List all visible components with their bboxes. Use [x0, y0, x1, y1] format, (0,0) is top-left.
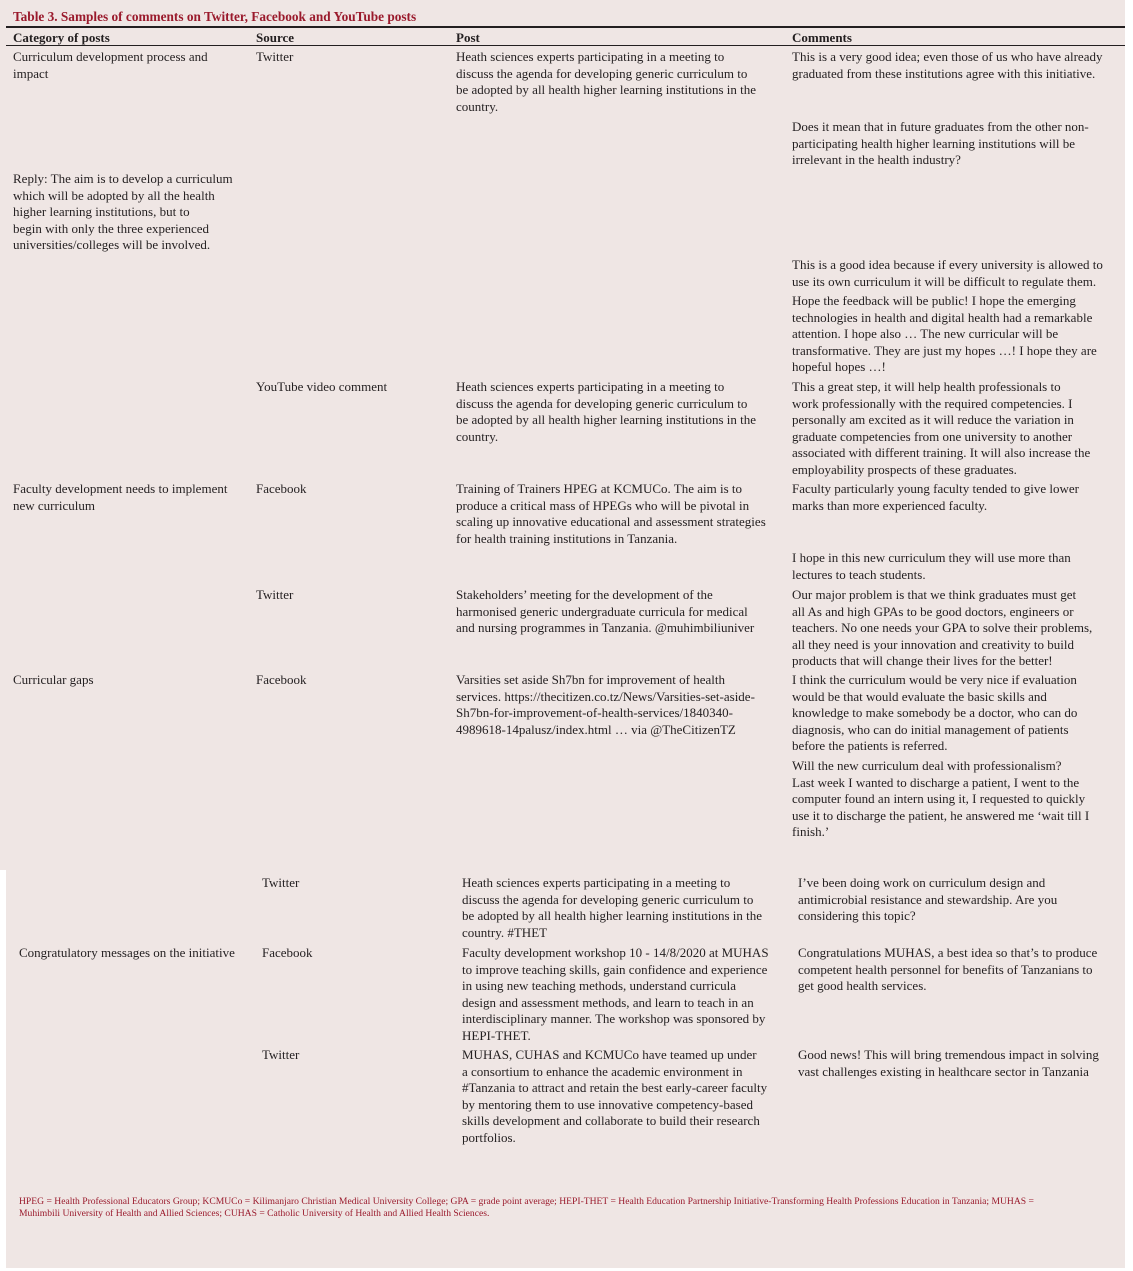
- comment-cell: [792, 293, 1097, 376]
- comment-cell: [798, 1047, 1099, 1080]
- header-source: Source: [256, 30, 295, 45]
- cell-line: get good health services.: [798, 978, 927, 994]
- cell-line: technologies in health and digital health had a remarkable: [792, 309, 1093, 325]
- header-rule: [6, 45, 1125, 46]
- reply-cell: [13, 171, 233, 254]
- cell-line: diagnosis, who can do initial management of patients: [792, 721, 1069, 737]
- cell-line: Curricular gaps: [13, 672, 94, 687]
- cell-line: teachers. No one needs your GPA to solve their problems,: [792, 620, 1093, 636]
- cell-line: marks than more experienced faculty.: [792, 497, 988, 513]
- cell-line: knowledge to make somebody be a doctor, who can do: [792, 705, 1078, 721]
- post-cell: [456, 481, 766, 547]
- cell-line: competent health personnel for benefits of Tanzanians to: [798, 961, 1093, 977]
- cell-line: graduated from these institutions agree with this initiative.: [792, 65, 1096, 81]
- source-cell: [262, 875, 299, 892]
- cell-line: irrelevant in the health industry?: [792, 152, 961, 168]
- post-cell: [456, 587, 754, 637]
- source-cell: [262, 945, 313, 962]
- source-cell: [256, 672, 307, 689]
- cell-line: HEPI-THET.: [462, 1027, 531, 1043]
- cell-line: new curriculum: [13, 497, 95, 513]
- cell-line: work professionally with the required competencies. I: [792, 395, 1073, 411]
- cell-line: Faculty particularly young faculty tended to give lower: [792, 481, 1079, 496]
- cell-line: Heath sciences experts participating in a meeting to: [456, 49, 725, 64]
- source-cell: [256, 481, 307, 498]
- cell-line: country. #THET: [462, 924, 548, 940]
- cell-line: scaling up innovative educational and assessment strategies: [456, 514, 766, 530]
- cell-line: Last week I wanted to discharge a patient, I went to the: [792, 774, 1080, 790]
- cell-line: skills development and collaborate to build their research: [462, 1113, 760, 1129]
- category-cell: [13, 49, 208, 82]
- cell-line: This is a very good idea; even those of us who have already: [792, 49, 1103, 64]
- cell-line: participating health higher learning institutions will be: [792, 135, 1076, 151]
- cell-line: Sh7bn-for-improvement-of-health-services/1840340-: [456, 705, 733, 721]
- cell-line: personally am excited as it will reduce the variation in: [792, 412, 1074, 428]
- cell-line: and nursing programmes in Tanzania. @muhimbiliuniver: [456, 620, 755, 636]
- source-cell: [262, 1047, 299, 1064]
- comment-cell: [792, 119, 1089, 169]
- cell-line: which will be adopted by all the health: [13, 187, 215, 203]
- cell-line: This a great step, it will help health professionals to: [792, 379, 1061, 394]
- cell-line: all As and high GPAs to be good doctors, engineers or: [792, 603, 1074, 619]
- comment-cell: [792, 257, 1103, 290]
- cell-line: vast challenges existing in healthcare sector in Tanzania: [798, 1063, 1089, 1079]
- cell-line: discuss the agenda for developing generic curriculum to: [456, 65, 748, 81]
- source-cell: [256, 587, 293, 604]
- cell-line: impact: [13, 65, 49, 81]
- cell-line: be adopted by all health higher learning institutions in the: [456, 412, 757, 428]
- cell-line: finish.’: [792, 824, 830, 840]
- comment-cell: [792, 379, 1090, 479]
- cell-line: be adopted by all health higher learning institutions in the: [456, 82, 757, 98]
- cell-line: lectures to teach students.: [792, 566, 926, 582]
- cell-line: before the patients is referred.: [792, 738, 948, 754]
- cell-line: higher learning institutions, but to: [13, 204, 190, 220]
- post-cell: [456, 49, 756, 115]
- table-title: Table 3. Samples of comments on Twitter, Facebook and YouTube posts: [13, 9, 417, 24]
- cell-line: use it to discharge the patient, he answered me ‘wait till I: [792, 807, 1090, 823]
- cell-line: interdisciplinary manner. The workshop was sponsored by: [462, 1011, 766, 1027]
- cell-line: I hope in this new curriculum they will use more than: [792, 550, 1071, 565]
- post-cell: [456, 379, 756, 445]
- cell-line: services. https://thecitizen.co.tz/News/Varsities-set-aside-: [456, 688, 755, 704]
- cell-line: Training of Trainers HPEG at KCMUCo. The aim is to: [456, 481, 743, 496]
- cell-line: Our major problem is that we think graduates must get: [792, 587, 1077, 602]
- cell-line: design and assessment methods, and learn to teach in an: [462, 994, 754, 1010]
- header-post: Post: [456, 30, 480, 45]
- cell-line: Curriculum development process and: [13, 49, 208, 64]
- category-cell: [13, 672, 94, 689]
- cell-line: employability prospects of these graduates.: [792, 461, 1017, 477]
- header-category: Category of posts: [13, 30, 110, 45]
- cell-line: discuss the agenda for developing generic curriculum to: [456, 395, 748, 411]
- cell-line: MUHAS, CUHAS and KCMUCo have teamed up under: [462, 1047, 757, 1062]
- cell-line: Does it mean that in future graduates from the other non-: [792, 119, 1089, 134]
- cell-line: Heath sciences experts participating in a meeting to: [462, 875, 731, 890]
- cell-line: This is a good idea because if every university is allowed to: [792, 257, 1103, 272]
- cell-line: Twitter: [256, 49, 294, 64]
- comment-cell: [792, 550, 1071, 583]
- cell-line: Varsities set aside Sh7bn for improvement of health: [456, 672, 725, 687]
- cell-line: Congratulatory messages on the initiative: [19, 945, 235, 960]
- comment-cell: [792, 758, 1089, 841]
- category-cell: [13, 481, 227, 514]
- comment-cell: [792, 587, 1092, 670]
- cell-line: Facebook: [256, 672, 307, 687]
- cell-line: attention. I hope also … The new curricular will be: [792, 326, 1059, 342]
- post-cell: [462, 1047, 767, 1147]
- cell-line: antimicrobial resistance and stewardship. Are you: [798, 891, 1058, 907]
- top-rule: [6, 26, 1125, 28]
- cell-line: Hope the feedback will be public! I hope the emerging: [792, 293, 1076, 308]
- cell-line: country.: [456, 98, 499, 114]
- cell-line: considering this topic?: [798, 908, 916, 924]
- cell-line: begin with only the three experienced: [13, 220, 210, 236]
- comment-cell: [798, 945, 1097, 995]
- comment-cell: [792, 672, 1077, 755]
- cell-line: Twitter: [262, 1047, 300, 1062]
- post-cell: [462, 875, 762, 941]
- header-comments: Comments: [792, 30, 852, 45]
- cell-line: Congratulations MUHAS, a best idea so that’s to produce: [798, 945, 1098, 960]
- cell-line: products that will change their lives for the better!: [792, 653, 1053, 669]
- cell-line: #Tanzania to attract and retain the best early-career faculty: [462, 1080, 768, 1096]
- cell-line: Reply: The aim is to develop a curriculum: [13, 171, 233, 186]
- cell-line: 4989618-14palusz/index.html … via @TheCitizenTZ: [456, 721, 736, 737]
- cell-line: all they need is your innovation and creativity to build: [792, 636, 1074, 652]
- cell-line: I think the curriculum would be very nice if evaluation: [792, 672, 1077, 687]
- cell-line: harmonised generic undergraduate curricula for medical: [456, 603, 748, 619]
- cell-line: universities/colleges will be involved.: [13, 237, 211, 253]
- cell-line: Good news! This will bring tremendous impact in solving: [798, 1047, 1099, 1062]
- cell-line: use its own curriculum it will be difficult to regulate them.: [792, 273, 1097, 289]
- cell-line: country.: [456, 428, 499, 444]
- cell-line: be adopted by all health higher learning institutions in the: [462, 908, 763, 924]
- cell-line: Faculty development needs to implement: [13, 481, 228, 496]
- cell-line: Twitter: [256, 587, 294, 602]
- cell-line: Facebook: [262, 945, 313, 960]
- cell-line: graduate competencies from one university to another: [792, 428, 1073, 444]
- cell-line: would be that would evaluate the basic skills and: [792, 688, 1047, 704]
- cell-line: by mentoring them to use innovative competency-based: [462, 1096, 753, 1112]
- cell-line: portfolios.: [462, 1129, 516, 1145]
- comment-cell: [792, 481, 1079, 514]
- cell-line: to improve teaching skills, gain confidence and experience: [462, 961, 768, 977]
- post-cell: [456, 672, 755, 738]
- category-cell: [19, 945, 235, 962]
- comment-cell: [798, 875, 1057, 925]
- cell-line: YouTube video comment: [256, 379, 388, 394]
- cell-line: I’ve been doing work on curriculum design and: [798, 875, 1046, 890]
- cell-line: Will the new curriculum deal with professionalism?: [792, 758, 1062, 773]
- cell-line: for health training institutions in Tanzania.: [456, 530, 678, 546]
- cell-line: discuss the agenda for developing generic curriculum to: [462, 891, 754, 907]
- cell-line: Stakeholders’ meeting for the development of the: [456, 587, 713, 602]
- comment-cell: [792, 49, 1102, 82]
- cell-line: associated with different training. It will also increase the: [792, 445, 1091, 461]
- cell-line: Heath sciences experts participating in a meeting to: [456, 379, 725, 394]
- source-cell: [256, 49, 293, 66]
- cell-line: produce a critical mass of HPEGs who will be pivotal in: [456, 497, 750, 513]
- table-footnote: HPEG = Health Professional Educators Group; KCMUCo = Kilimanjaro Christian Medical University College; GPA = grade point average; HEPI-THET = Health Education Partnership Initiative-Transforming Health Professions Education in Tanzania; MUHAS = Muhimbili University of Health and Allied Sciences; CUHAS = Catholic University of Health and Allied Health Sciences.: [19, 1196, 1034, 1219]
- cell-line: hopeful hopes …!: [792, 359, 886, 375]
- source-cell: [256, 379, 387, 396]
- cell-line: Faculty development workshop 10 - 14/8/2020 at MUHAS: [462, 945, 769, 960]
- post-cell: [462, 945, 769, 1045]
- cell-line: in using new teaching methods, understand curricula: [462, 978, 737, 994]
- cell-line: a consortium to enhance the academic environment in: [462, 1063, 743, 1079]
- cell-line: Twitter: [262, 875, 300, 890]
- cell-line: computer found an intern using it, I requested to quickly: [792, 791, 1086, 807]
- cell-line: Facebook: [256, 481, 307, 496]
- cell-line: transformative. They are just my hopes …! I hope they are: [792, 342, 1097, 358]
